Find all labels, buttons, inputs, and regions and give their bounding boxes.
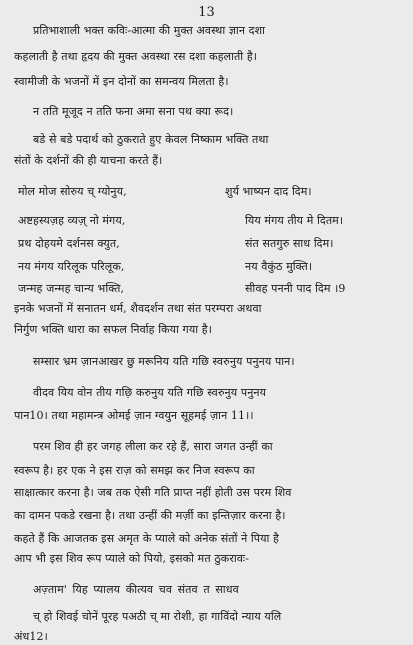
- kashmiri-line-2: सम्सार भ्रम ज़ानआखर छु मरूनिय यति गछि स्वरुनुय पनुनय पान।: [33, 355, 295, 368]
- verse-left: अष्टहस्यज़ह व्यज़् नो मंगय,: [18, 214, 126, 227]
- para6-line-2: अंध12।: [14, 630, 48, 643]
- verse-right: सीवह पननी पाद दिम ।9: [245, 282, 346, 295]
- para2-line-1: बडे से बडे पदार्थ को ठुकराते हुए केवल निष्काम भक्ति तथा: [33, 133, 269, 146]
- para4-line-2: पान10। तथा महामन्त्र ओमई ज़ान ग्वयुन सूहमई ज़ान 11।।: [14, 409, 254, 422]
- para1-line-2: कहलाती है तथा हृदय की मुक्त अवस्था रस दशा कहलाती है।: [14, 50, 258, 63]
- kashmiri-line-1: न तति मूजूद न तति फना अमा सना पथ क्या रूद।: [33, 105, 234, 118]
- para5-line-6: आप भी इस शिव रूप प्याले को पियो, इसको मत ठुकरावः-: [14, 552, 250, 565]
- kashmiri-line-3: अज़्ताम' यिह प्यालय कीत्यव चव संतव त साधव: [33, 583, 239, 596]
- page-number: 13: [198, 5, 215, 20]
- verse-right: नय वैकुंठ मुक्ति।: [245, 260, 313, 273]
- para5-line-3: साक्षात्कार करना है। जब तक ऐसी गति प्राप्त नहीं होती उस परम शिव: [14, 486, 292, 499]
- para3-line-1: इनके भजनों में सनातन धर्म, शैवदर्शन तथा संत परम्परा अथवा: [14, 302, 262, 315]
- verse-right: संत सतगुरु साध दिम।: [245, 237, 334, 250]
- verse-left: जन्मह जन्मह चान्य भक्ति,: [18, 282, 125, 295]
- verse-right: शुर्य भाष्यन दाद दिम।: [225, 185, 312, 198]
- verse-left: प्रथ दोहयमे दर्शनस क्युत,: [18, 237, 120, 250]
- para1-line-1: प्रतिभाशाली भक्त कविः-आत्मा की मुक्त अवस्था ज्ञान दशा: [33, 24, 266, 37]
- verse-right: यिय मंगय तीय मे दितम।: [245, 214, 344, 227]
- para5-line-4: का दामन पकडे रखना है। तथा उन्हीं की मर्ज़ी का इन्तिज़ार करना है।: [14, 509, 286, 522]
- para5-line-5: कहते हैं कि आजतक इस अमृत के प्याले को अनेक संतों ने पिया है: [14, 532, 279, 545]
- para4-line-1: वीदव यिय वोन तीय गछ़ि करुनुय यति गछि स्वरुनुय पनुनय: [33, 386, 267, 399]
- para5-line-1: परम शिव ही हर जगह लीला कर रहे हैं, सारा जगत उन्हीं का: [33, 440, 273, 453]
- para1-line-3: स्वामीजी के भजनों में इन दोनों का समन्वय मिलता है।: [14, 75, 229, 88]
- verse-left: नय मंगय यरिलूक परिलूक,: [18, 260, 125, 273]
- verse-left: मोल मोज सोरुय च् ग्योनुय,: [18, 185, 127, 198]
- para3-line-2: निर्गुण भक्ति धारा का सफल निर्वाह किया गया है।: [14, 323, 212, 336]
- para2-line-2: संतों के दर्शनों की ही याचना करते हैं।: [14, 154, 163, 167]
- para5-line-2: स्वरूप है। हर एक ने इस राज़ को समझ कर निज स्वरूप का: [14, 464, 255, 477]
- para6-line-1: च् हो शिवई चोनें पूरह पअठी च् मा रोशी, हा गाविंदो न्याय यलि: [33, 610, 282, 623]
